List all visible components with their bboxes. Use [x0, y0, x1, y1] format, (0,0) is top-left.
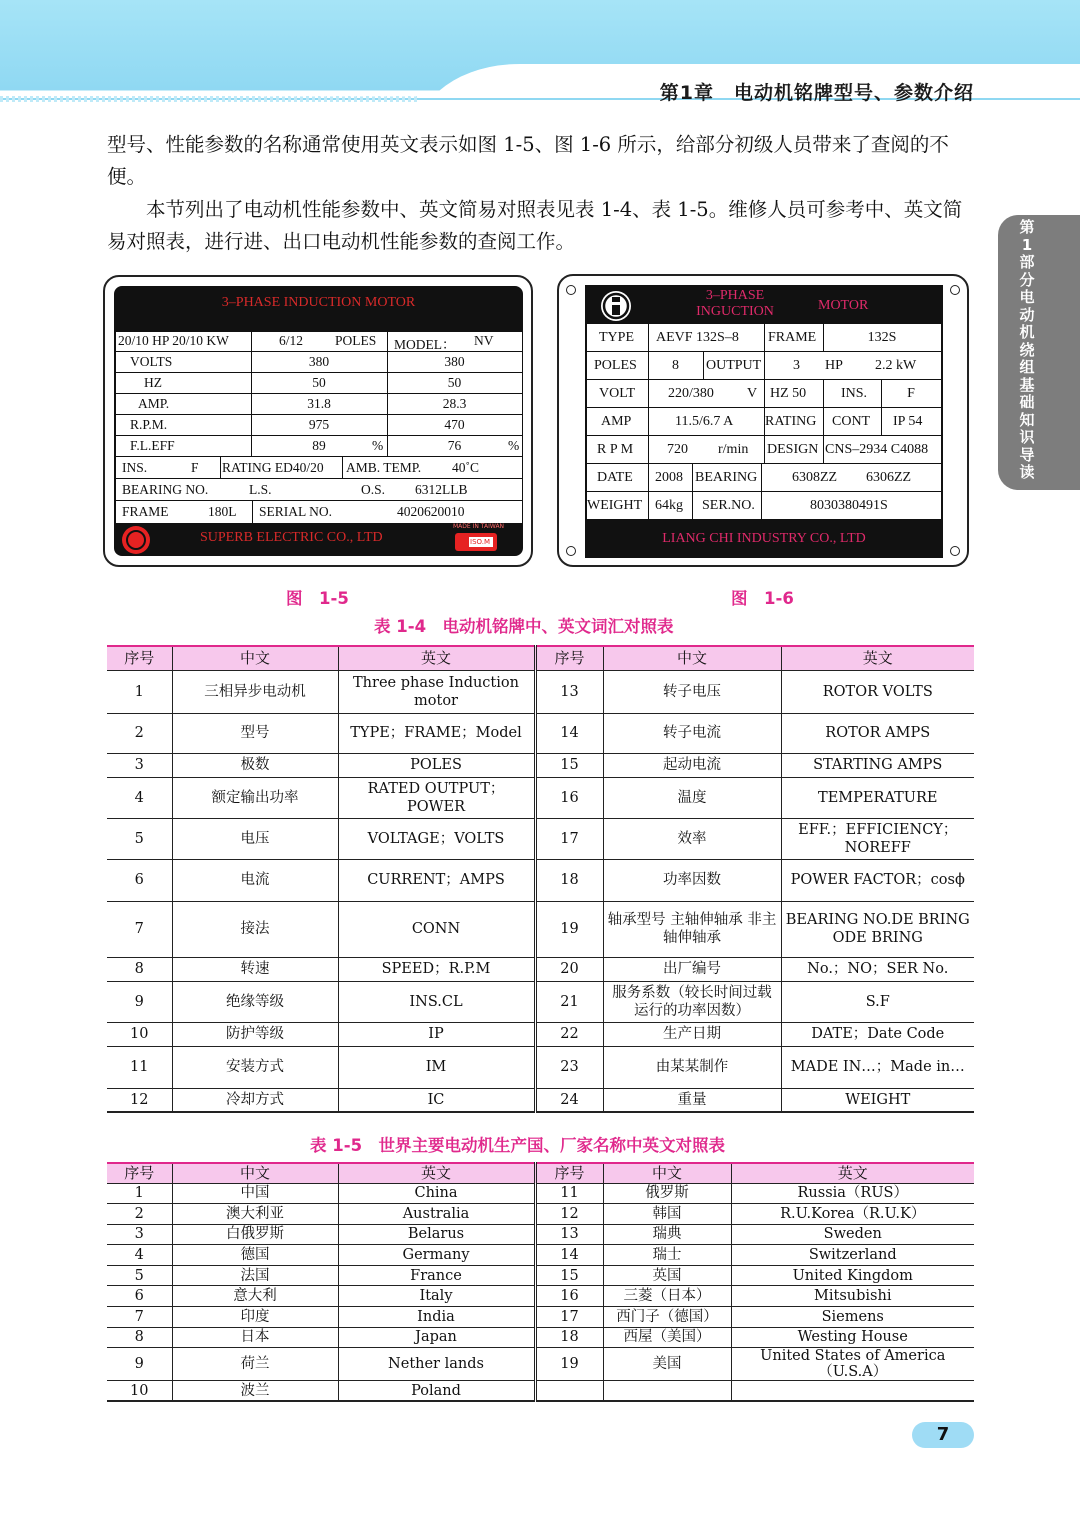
table-cell: 10	[107, 1381, 172, 1402]
plate-cell: HZ 50	[770, 386, 807, 401]
plate-cell: FRAME	[122, 504, 169, 519]
table-cell: 白俄罗斯	[172, 1224, 338, 1245]
plate-cell: R.P.M.	[130, 417, 168, 432]
table-row	[107, 1307, 974, 1328]
column-header: 英文	[338, 646, 535, 670]
plate-cell: 6/12	[279, 333, 304, 348]
plate-cell: 50	[447, 375, 462, 390]
side-section-tab	[998, 215, 1080, 490]
plate-cell: 180L	[208, 504, 237, 519]
table-cell: 生产日期	[603, 1022, 781, 1046]
plate-cell: VOLT	[599, 386, 636, 401]
column-header: 序号	[535, 646, 603, 670]
column-header: 英文	[731, 1163, 974, 1183]
table-cell: 19	[535, 901, 603, 957]
table-cell: Australia	[338, 1204, 535, 1225]
table-cell: 极数	[172, 753, 338, 777]
table-row	[107, 1204, 974, 1225]
table-cell: United Kingdom	[731, 1265, 974, 1286]
plate-cell: HZ	[144, 375, 162, 390]
made-in-label: MADE IN TAIWAN	[453, 523, 505, 530]
plate-cell: 8030380491S	[810, 498, 888, 513]
iso-badge	[455, 533, 497, 551]
table-cell: MADE IN…；Made in…	[781, 1046, 974, 1088]
table-cell: 12	[107, 1088, 172, 1112]
mounting-hole-icon	[566, 285, 576, 295]
table-cell: 型号	[172, 713, 338, 753]
table-header-row	[107, 646, 974, 670]
plate-cell: 3	[793, 358, 800, 373]
table-cell: 转子电流	[603, 713, 781, 753]
table-cell: POWER FACTOR；cosϕ	[781, 859, 974, 901]
plate-cell: O.S.	[361, 482, 386, 497]
plate-cell: 4020620010	[397, 504, 465, 519]
table-row	[107, 713, 974, 753]
table-cell: 15	[535, 753, 603, 777]
table-cell: 韩国	[603, 1204, 731, 1225]
table-cell: 1	[107, 1183, 172, 1204]
table-cell: 4	[107, 777, 172, 818]
table-cell: 5	[107, 1265, 172, 1286]
table-cell: TEMPERATURE	[781, 777, 974, 818]
column-header: 序号	[535, 1163, 603, 1183]
table-cell: Three phase Induction motor	[338, 670, 535, 713]
plate-cell: FRAME	[768, 330, 817, 345]
table-cell: India	[338, 1307, 535, 1328]
table-cell: R.U.Korea（R.U.K）	[731, 1204, 974, 1225]
table-cell: 德国	[172, 1245, 338, 1266]
table-cell: Siemens	[731, 1307, 974, 1328]
table-cell: 13	[535, 670, 603, 713]
table-cell: 3	[107, 753, 172, 777]
column-header: 序号	[107, 1163, 172, 1183]
nameplate-title-line-2: INGUCTION	[696, 304, 774, 319]
nameplate-title-right: MOTOR	[818, 298, 869, 313]
table-row	[107, 981, 974, 1022]
table-row	[107, 1245, 974, 1266]
table-cell: 23	[535, 1046, 603, 1088]
table-cell: 瑞典	[603, 1224, 731, 1245]
nameplate-title-line-1: 3–PHASE	[705, 288, 765, 303]
table-cell: Poland	[338, 1381, 535, 1402]
table-cell: 英国	[603, 1265, 731, 1286]
plate-cell: 380	[444, 354, 465, 369]
body-paragraph-2: 本节列出了电动机性能参数中、英文简易对照表见表 1-4、表 1-5。维修人员可参考中、英文简易对照表，进行进、出口电动机性能参数的查阅工作。	[107, 198, 963, 253]
table-cell: 1	[107, 670, 172, 713]
plate-cell: AEVF 132S–8	[656, 330, 739, 345]
table-cell: 3	[107, 1224, 172, 1245]
table-cell: 13	[535, 1224, 603, 1245]
plate-cell: POLES	[335, 333, 377, 348]
table-cell: 6	[107, 1286, 172, 1307]
table-cell: Belarus	[338, 1224, 535, 1245]
table-cell: 8	[107, 1327, 172, 1348]
table-cell: 2	[107, 713, 172, 753]
table-row	[107, 1286, 974, 1307]
plate-cell: CNS–2934 C4088	[825, 442, 929, 457]
table-cell: IC	[338, 1088, 535, 1112]
plate-cell: POLES	[594, 358, 637, 373]
table-1-4	[107, 645, 974, 1113]
plate-cell: L.S.	[249, 482, 272, 497]
plate-cell: 64kg	[655, 498, 683, 513]
plate-cell: DATE	[597, 470, 633, 485]
table-cell: 20	[535, 957, 603, 981]
plate-cell: BEARING NO.	[122, 482, 209, 497]
plate-cell: SERIAL NO.	[259, 504, 332, 519]
plate-cell: RATING	[765, 414, 817, 429]
table-cell: 转速	[172, 957, 338, 981]
table-cell: 日本	[172, 1327, 338, 1348]
table-row	[107, 753, 974, 777]
plate-cell: 2008	[655, 470, 683, 485]
plate-cell: BEARING	[695, 470, 758, 485]
table-cell: United States of America（U.S.A）	[731, 1348, 974, 1381]
mounting-hole-icon	[566, 546, 576, 556]
table-cell: RATED OUTPUT；POWER	[338, 777, 535, 818]
table-cell: France	[338, 1265, 535, 1286]
table-cell: 2	[107, 1204, 172, 1225]
table-cell: 17	[535, 818, 603, 859]
table-cell: EFF.；EFFICIENCY；NOREFF	[781, 818, 974, 859]
plate-cell: 2.2 kW	[875, 358, 917, 373]
plate-cell: NV	[474, 333, 494, 348]
figure-1-6-caption: 图 1-6	[731, 589, 794, 608]
table-cell: 温度	[603, 777, 781, 818]
page-number: 7	[936, 1424, 950, 1445]
plate-cell: 132S	[867, 330, 897, 345]
table-cell: 瑞士	[603, 1245, 731, 1266]
table-cell: 印度	[172, 1307, 338, 1328]
plate-cell: 6306ZZ	[866, 470, 912, 485]
table-cell: TYPE；FRAME；Model	[338, 713, 535, 753]
liang-chi-logo-icon	[599, 289, 633, 323]
plate-cell: F.L.EFF	[130, 438, 175, 453]
table-cell: 电流	[172, 859, 338, 901]
plate-cell: 6308ZZ	[792, 470, 838, 485]
table-cell: 冷却方式	[172, 1088, 338, 1112]
table-cell	[731, 1381, 974, 1402]
table-header-row	[107, 1163, 974, 1183]
mounting-hole-icon	[950, 285, 960, 295]
table-cell: 安装方式	[172, 1046, 338, 1088]
table-cell: 14	[535, 713, 603, 753]
table-cell: WEIGHT	[781, 1088, 974, 1112]
table-cell: 出厂编号	[603, 957, 781, 981]
table-cell: 8	[107, 957, 172, 981]
plate-cell: RATING ED40/20	[222, 460, 324, 475]
table-cell: Russia（RUS）	[731, 1183, 974, 1204]
plate-cell: %	[372, 438, 384, 453]
table-row	[107, 901, 974, 957]
nameplate-company: SUPERB ELECTRIC CO., LTD	[200, 530, 383, 545]
table-cell: ROTOR AMPS	[781, 713, 974, 753]
plate-cell: 720	[667, 442, 688, 457]
side-section-tab-label: 第1部分 电动机绕组基础知识导读	[1019, 218, 1035, 481]
mounting-hole-icon	[950, 546, 960, 556]
chapter-title: 第1章 电动机铭牌型号、参数介绍	[659, 82, 974, 104]
table-row	[107, 1348, 974, 1381]
nameplate-data-grid	[587, 324, 941, 519]
plate-cell: 76	[447, 438, 462, 453]
table-row	[107, 1265, 974, 1286]
table-cell: 16	[535, 777, 603, 818]
table-cell: 17	[535, 1307, 603, 1328]
table-1-5-title: 表 1-5 世界主要电动机生产国、厂家名称中英文对照表	[310, 1136, 726, 1155]
table-cell: 轴承型号 主轴伸轴承 非主轴伸轴承	[603, 901, 781, 957]
table-row	[107, 670, 974, 713]
plate-cell: INS.	[122, 460, 148, 475]
table-cell: CURRENT；AMPS	[338, 859, 535, 901]
superb-logo-icon	[120, 524, 152, 556]
table-cell: 9	[107, 1348, 172, 1381]
table-cell: 重量	[603, 1088, 781, 1112]
table-cell: 绝缘等级	[172, 981, 338, 1022]
plate-cell: V	[747, 386, 758, 401]
table-cell: POLES	[338, 753, 535, 777]
table-cell: IM	[338, 1046, 535, 1088]
table-row	[107, 777, 974, 818]
column-header: 中文	[603, 646, 781, 670]
table-cell: 功率因数	[603, 859, 781, 901]
table-cell: 7	[107, 1307, 172, 1328]
table-cell: 4	[107, 1245, 172, 1266]
table-cell: 效率	[603, 818, 781, 859]
table-cell: Nether lands	[338, 1348, 535, 1381]
table-cell: 11	[107, 1046, 172, 1088]
table-cell: 接法	[172, 901, 338, 957]
table-cell: 额定输出功率	[172, 777, 338, 818]
table-cell: Westing House	[731, 1327, 974, 1348]
table-row	[107, 1381, 974, 1402]
plate-cell: INS.	[841, 386, 868, 401]
column-header: 英文	[781, 646, 974, 670]
table-cell: 16	[535, 1286, 603, 1307]
plate-cell: 975	[308, 417, 330, 432]
table-cell: ROTOR VOLTS	[781, 670, 974, 713]
table-cell: Japan	[338, 1327, 535, 1348]
nameplate-figure-1-6	[557, 274, 969, 567]
nameplate-company: LIANG CHI INDUSTRY CO., LTD	[662, 531, 866, 546]
table-cell: 西门子（德国）	[603, 1307, 731, 1328]
plate-cell: F	[191, 460, 199, 475]
nameplate-title: 3–PHASE INDUCTION MOTOR	[221, 295, 416, 310]
table-cell: 6	[107, 859, 172, 901]
table-cell: 西屋（美国）	[603, 1327, 731, 1348]
table-cell: 9	[107, 981, 172, 1022]
table-cell: S.F	[781, 981, 974, 1022]
table-cell: 5	[107, 818, 172, 859]
table-row	[107, 1088, 974, 1112]
table-row	[107, 1046, 974, 1088]
plate-cell: 6312LLB	[415, 482, 468, 497]
plate-cell: 470	[444, 417, 465, 432]
table-cell: 防护等级	[172, 1022, 338, 1046]
table-cell: Switzerland	[731, 1245, 974, 1266]
plate-cell: AMP.	[138, 396, 170, 411]
plate-cell: WEIGHT	[587, 498, 643, 513]
table-cell: 三相异步电动机	[172, 670, 338, 713]
table-cell: 7	[107, 901, 172, 957]
plate-cell: 28.3	[442, 396, 467, 411]
plate-cell: TYPE	[599, 330, 634, 345]
table-cell: 19	[535, 1348, 603, 1381]
table-cell: Mitsubishi	[731, 1286, 974, 1307]
figure-1-5-caption: 图 1-5	[286, 589, 349, 608]
table-cell: 10	[107, 1022, 172, 1046]
table-cell: 法国	[172, 1265, 338, 1286]
plate-cell: IP 54	[893, 414, 923, 429]
plate-cell: 31.8	[307, 396, 331, 411]
plate-cell: AMP	[601, 414, 632, 429]
table-row	[107, 818, 974, 859]
table-cell: 波兰	[172, 1381, 338, 1402]
table-cell: 14	[535, 1245, 603, 1266]
table-cell: DATE；Date Code	[781, 1022, 974, 1046]
table-cell: 中国	[172, 1183, 338, 1204]
table-cell: 21	[535, 981, 603, 1022]
table-cell: 荷兰	[172, 1348, 338, 1381]
table-cell: INS.CL	[338, 981, 535, 1022]
table-cell: 18	[535, 1327, 603, 1348]
column-header: 序号	[107, 646, 172, 670]
plate-cell: 50	[312, 375, 326, 390]
table-cell: Italy	[338, 1286, 535, 1307]
plate-cell: %	[508, 438, 520, 453]
table-row	[107, 1224, 974, 1245]
table-cell: 服务系数（较长时间过载运行的功率因数）	[603, 981, 781, 1022]
table-cell: 俄罗斯	[603, 1183, 731, 1204]
plate-cell: 220/380	[668, 386, 714, 401]
plate-cell: SER.NO.	[702, 498, 755, 513]
plate-cell: 380	[308, 354, 330, 369]
nameplate-figure-1-5	[103, 275, 533, 567]
table-row	[107, 1327, 974, 1348]
iso-badge-label: ISO.M	[470, 538, 490, 546]
table-cell: 11	[535, 1183, 603, 1204]
table-cell: SPEED；R.P.M	[338, 957, 535, 981]
body-paragraph-1: 型号、性能参数的名称通常使用英文表示如图 1-5、图 1-6 所示，给部分初级人员带来了查阅的不便。	[107, 133, 949, 188]
plate-cell: 11.5/6.7 A	[675, 414, 734, 429]
table-cell: 24	[535, 1088, 603, 1112]
plate-cell: r/min	[718, 442, 749, 457]
table-cell: IP	[338, 1022, 535, 1046]
table-cell: 由某某制作	[603, 1046, 781, 1088]
plate-cell: R P M	[597, 442, 634, 457]
table-cell: 12	[535, 1204, 603, 1225]
table-cell	[603, 1381, 731, 1402]
table-cell: 意大利	[172, 1286, 338, 1307]
table-cell: 澳大利亚	[172, 1204, 338, 1225]
table-cell: No.；NO；SER No.	[781, 957, 974, 981]
nameplate-data-grid	[116, 330, 522, 523]
table-cell: 15	[535, 1265, 603, 1286]
table-1-5	[107, 1162, 974, 1402]
table-row	[107, 1183, 974, 1204]
table-cell: VOLTAGE；VOLTS	[338, 818, 535, 859]
table-row	[107, 859, 974, 901]
plate-cell: AMB. TEMP.	[346, 460, 422, 475]
table-cell: 起动电流	[603, 753, 781, 777]
table-cell: China	[338, 1183, 535, 1204]
table-cell	[535, 1381, 603, 1402]
plate-cell: CONT	[832, 414, 871, 429]
plate-cell: MODEL：	[394, 337, 456, 352]
table-cell: 转子电压	[603, 670, 781, 713]
table-cell: 三菱（日本）	[603, 1286, 731, 1307]
table-cell: CONN	[338, 901, 535, 957]
table-cell: 美国	[603, 1348, 731, 1381]
table-cell: STARTING AMPS	[781, 753, 974, 777]
table-row	[107, 957, 974, 981]
table-cell: 22	[535, 1022, 603, 1046]
table-row	[107, 1022, 974, 1046]
column-header: 中文	[603, 1163, 731, 1183]
column-header: 英文	[338, 1163, 535, 1183]
table-1-4-title: 表 1-4 电动机铭牌中、英文词汇对照表	[374, 617, 674, 636]
table-cell: BEARING NO.DE BRING ODE BRING	[781, 901, 974, 957]
column-header: 中文	[172, 1163, 338, 1183]
plate-cell: OUTPUT	[706, 358, 762, 373]
plate-cell: 40˚C	[452, 460, 479, 475]
plate-cell: DESIGN	[767, 442, 819, 457]
plate-cell: F	[907, 386, 915, 401]
column-header: 中文	[172, 646, 338, 670]
plate-cell: 20/10 HP 20/10 KW	[118, 333, 229, 348]
table-cell: Germany	[338, 1245, 535, 1266]
table-cell: 电压	[172, 818, 338, 859]
table-cell: 18	[535, 859, 603, 901]
plate-cell: 8	[672, 358, 679, 373]
table-cell: Sweden	[731, 1224, 974, 1245]
plate-cell: 89	[312, 438, 326, 453]
plate-cell: HP	[825, 358, 843, 373]
plate-cell: VOLTS	[130, 354, 173, 369]
